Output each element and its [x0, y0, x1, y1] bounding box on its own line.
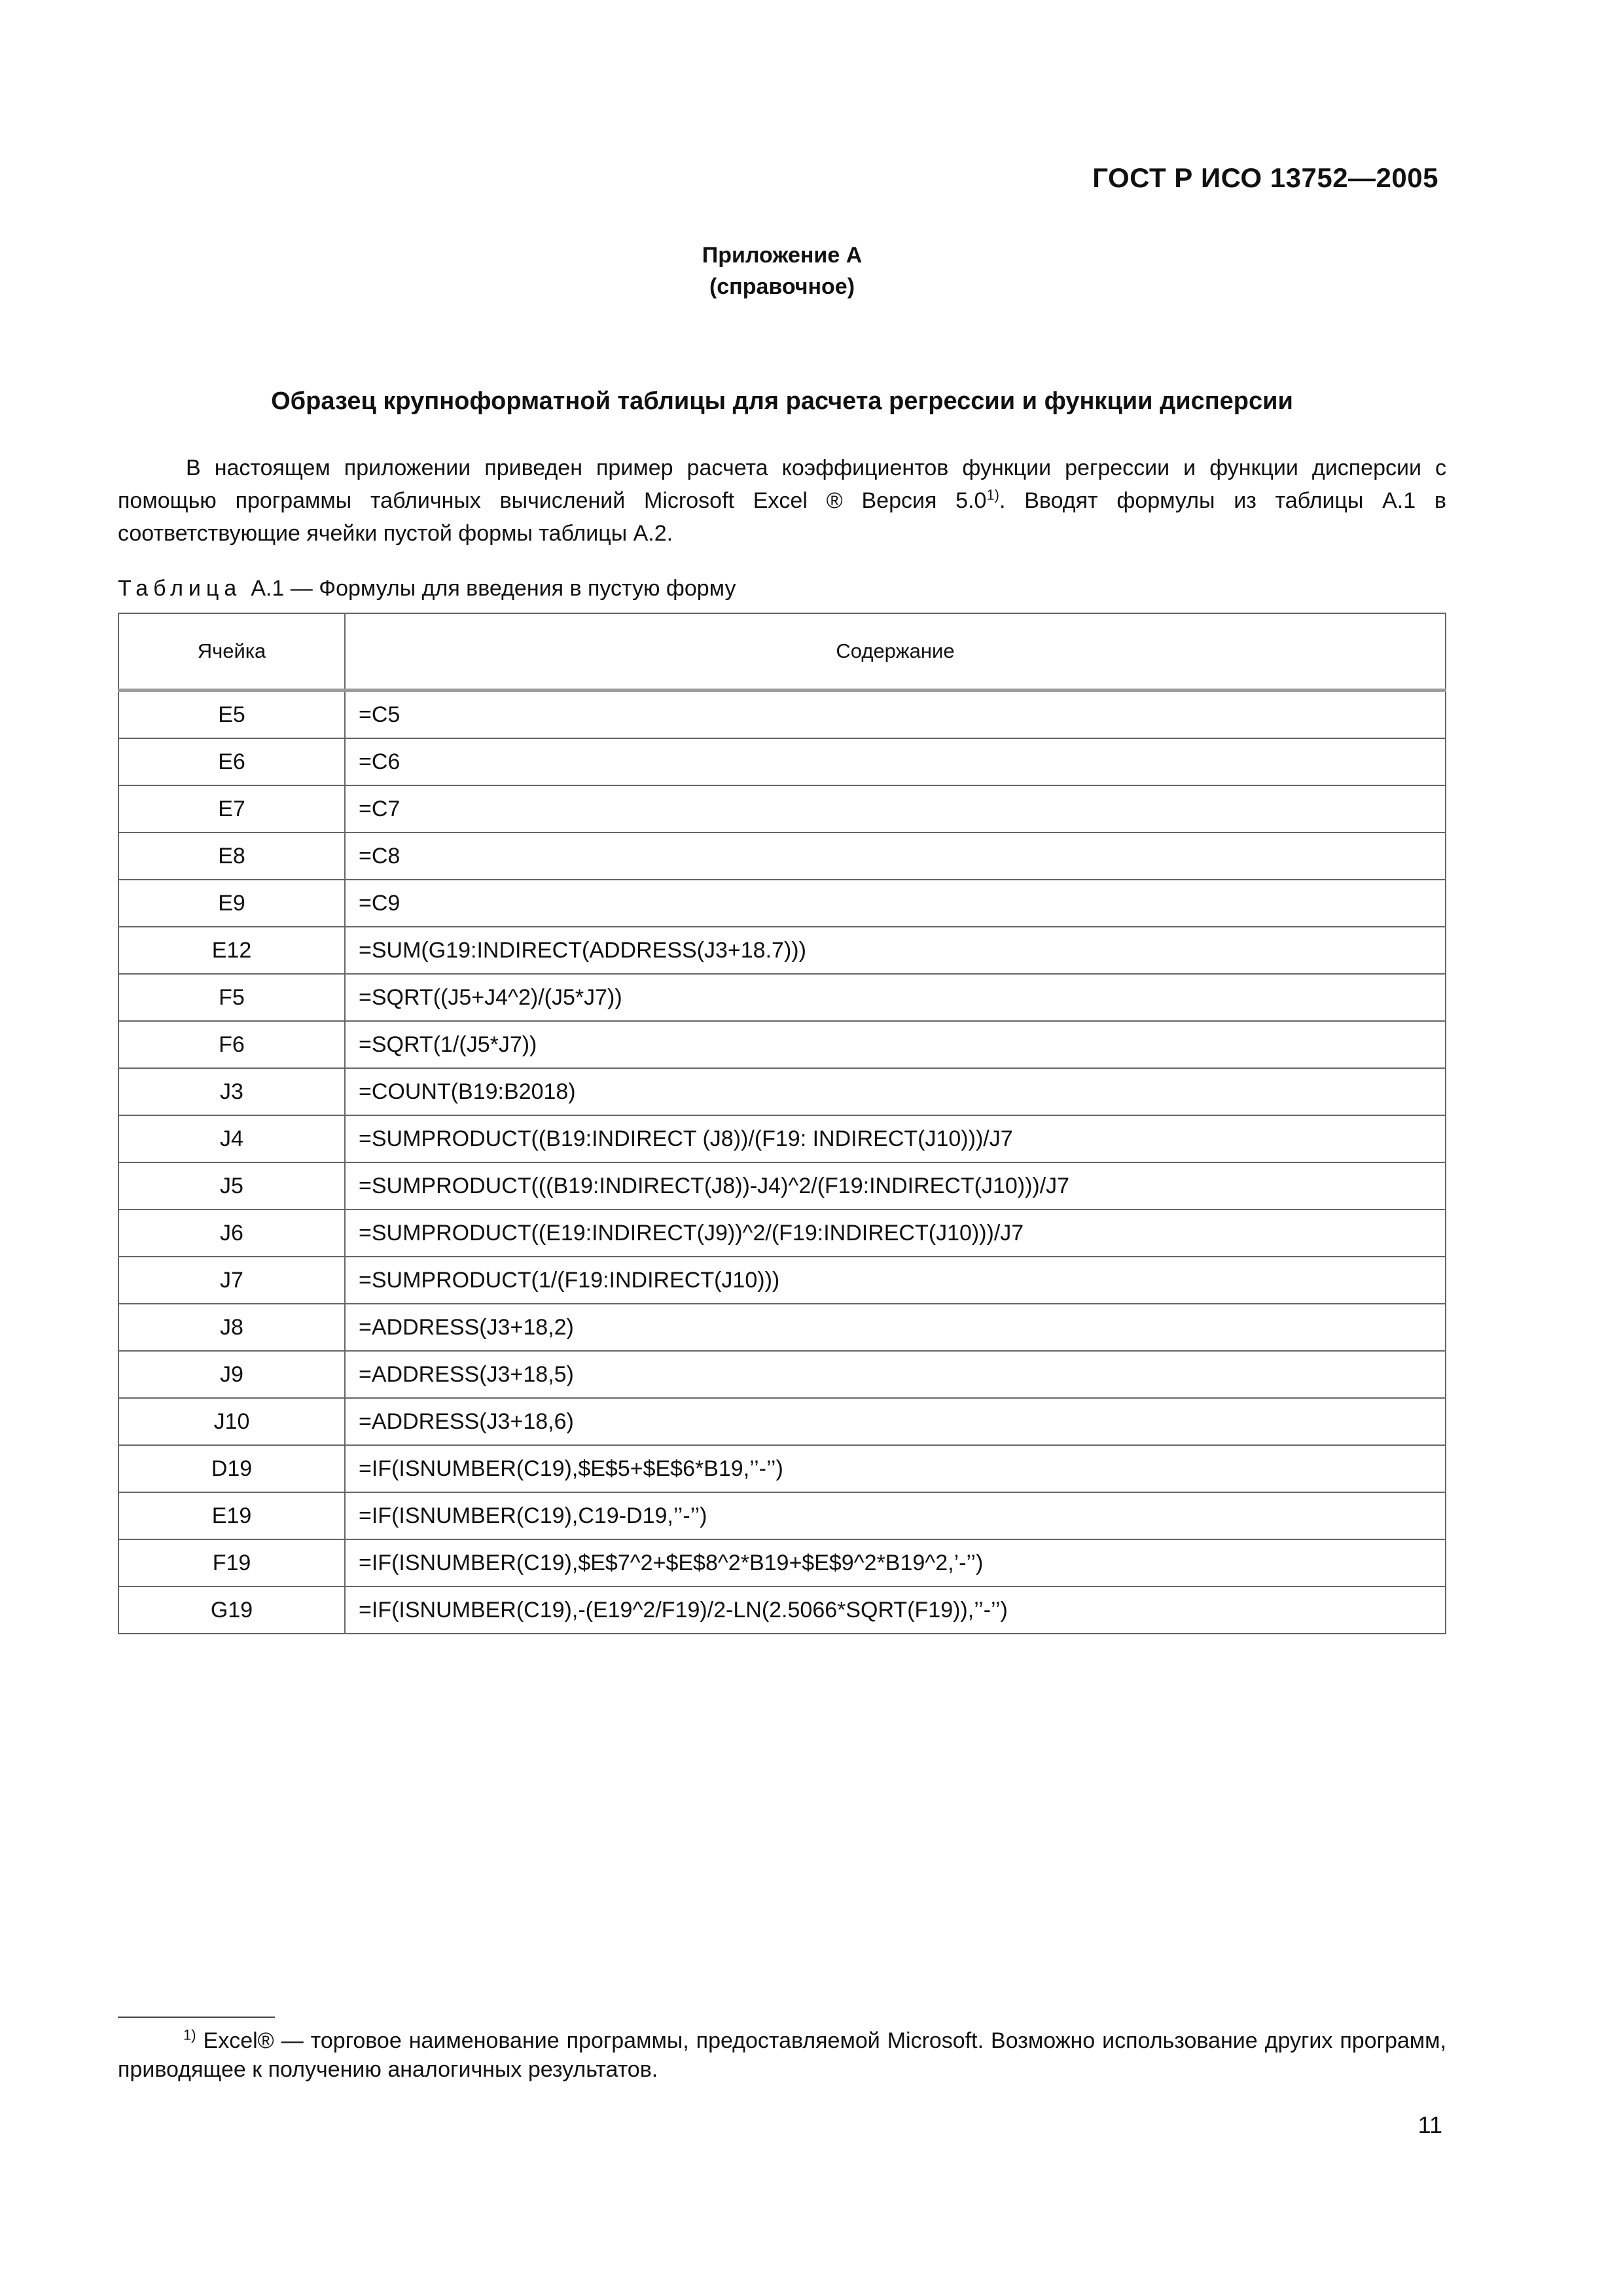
footnote-mark: 1) [183, 2026, 196, 2043]
cell-formula: =ADDRESS(J3+18,2) [345, 1304, 1446, 1351]
cell-reference: J5 [118, 1162, 345, 1210]
cell-reference: F5 [118, 974, 345, 1021]
table-caption-word: Таблица [118, 576, 242, 601]
cell-reference: E8 [118, 833, 345, 880]
cell-formula: =SUM(G19:INDIRECT(ADDRESS(J3+18.7))) [345, 927, 1446, 974]
table-row [118, 1398, 1446, 1445]
cell-formula: =C5 [345, 691, 1446, 739]
table-row [118, 1021, 1446, 1068]
intro-footnote-mark: 1) [986, 486, 999, 503]
cell-formula: =SUMPRODUCT((B19:INDIRECT (J8))/(F19: INDIRECT(J10)))/J7 [345, 1115, 1446, 1162]
cell-formula: =SUMPRODUCT(1/(F19:INDIRECT(J10))) [345, 1257, 1446, 1304]
annex-label: Приложение А [702, 243, 863, 268]
cell-reference: J8 [118, 1304, 345, 1351]
cell-formula: =ADDRESS(J3+18,6) [345, 1398, 1446, 1445]
cell-reference: F19 [118, 1539, 345, 1587]
intro-text-end: . Вводят формулы из таблицы А.1 в соответствующие ячейки пустой формы таблицы А.2. [118, 488, 1446, 546]
table-row [118, 1257, 1446, 1304]
cell-reference: J4 [118, 1115, 345, 1162]
cell-formula: =IF(ISNUMBER(C19),-(E19^2/F19)/2-LN(2.5066*SQRT(F19)),’’-’’) [345, 1587, 1446, 1634]
footnote [118, 2026, 1446, 2084]
table-row [118, 1351, 1446, 1398]
table-row [118, 1492, 1446, 1539]
cell-reference: J3 [118, 1068, 345, 1115]
cell-formula: =IF(ISNUMBER(C19),$E$5+$E$6*B19,’’-’’) [345, 1445, 1446, 1492]
table-row [118, 1587, 1446, 1634]
cell-formula: =IF(ISNUMBER(C19),C19-D19,’’-’’) [345, 1492, 1446, 1539]
cell-formula: =COUNT(B19:B2018) [345, 1068, 1446, 1115]
cell-formula: =SQRT(1/(J5*J7)) [345, 1021, 1446, 1068]
table-row [118, 1210, 1446, 1257]
table-row [118, 1115, 1446, 1162]
cell-reference: J7 [118, 1257, 345, 1304]
footnote-divider [118, 2017, 275, 2018]
cell-reference: E7 [118, 785, 345, 833]
table-row [118, 1162, 1446, 1210]
annex-heading [0, 240, 1564, 302]
cell-formula: =C8 [345, 833, 1446, 880]
cell-formula: =SUMPRODUCT(((B19:INDIRECT(J8))-J4)^2/(F19:INDIRECT(J10)))/J7 [345, 1162, 1446, 1210]
table-row [118, 691, 1446, 739]
cell-reference: J6 [118, 1210, 345, 1257]
table-row [118, 1304, 1446, 1351]
intro-text-start: В настоящем приложении приведен пример расчета коэффициентов функции регрессии и функции дисперсии с помощью программы табличных вычислений Microsoft Excel ® Версия 5.0 [118, 456, 1446, 513]
intro-paragraph [118, 452, 1446, 550]
cell-reference: E12 [118, 927, 345, 974]
page-number: 11 [1418, 2111, 1442, 2138]
table-row [118, 1539, 1446, 1587]
cell-formula: =C6 [345, 738, 1446, 785]
standard-code: ГОСТ Р ИСО 13752—2005 [1092, 162, 1438, 193]
cell-reference: E5 [118, 691, 345, 739]
cell-formula: =C9 [345, 880, 1446, 927]
table-caption [118, 576, 736, 601]
table-caption-text: А.1 — Формулы для введения в пустую форму [251, 576, 736, 601]
cell-reference: J9 [118, 1351, 345, 1398]
header-content-column: Содержание [345, 613, 1446, 691]
cell-formula: =SUMPRODUCT((E19:INDIRECT(J9))^2/(F19:INDIRECT(J10)))/J7 [345, 1210, 1446, 1257]
table-row [118, 880, 1446, 927]
cell-formula: =ADDRESS(J3+18,5) [345, 1351, 1446, 1398]
header-cell-column: Ячейка [118, 613, 345, 691]
table-body [118, 691, 1446, 1634]
cell-reference: E19 [118, 1492, 345, 1539]
cell-reference: G19 [118, 1587, 345, 1634]
table-row [118, 785, 1446, 833]
table-row [118, 738, 1446, 785]
table-header-row [118, 613, 1446, 691]
table-row [118, 833, 1446, 880]
page-title: Образец крупноформатной таблицы для расчета регрессии и функции дисперсии [271, 387, 1293, 415]
cell-reference: F6 [118, 1021, 345, 1068]
table-row [118, 1445, 1446, 1492]
cell-formula: =C7 [345, 785, 1446, 833]
footnote-text: Excel® — торговое наименование программы, предоставляемой Microsoft. Возможно использование других программ, приводящее к получению аналогичных результатов. [118, 2028, 1446, 2082]
cell-formula: =IF(ISNUMBER(C19),$E$7^2+$E$8^2*B19+$E$9^2*B19^2,’-’’) [345, 1539, 1446, 1587]
table-row [118, 927, 1446, 974]
cell-formula: =SQRT((J5+J4^2)/(J5*J7)) [345, 974, 1446, 1021]
formulas-table [118, 613, 1446, 1634]
cell-reference: J10 [118, 1398, 345, 1445]
table-row [118, 974, 1446, 1021]
cell-reference: E6 [118, 738, 345, 785]
cell-reference: E9 [118, 880, 345, 927]
cell-reference: D19 [118, 1445, 345, 1492]
annex-status: (справочное) [709, 274, 855, 299]
table-row [118, 1068, 1446, 1115]
